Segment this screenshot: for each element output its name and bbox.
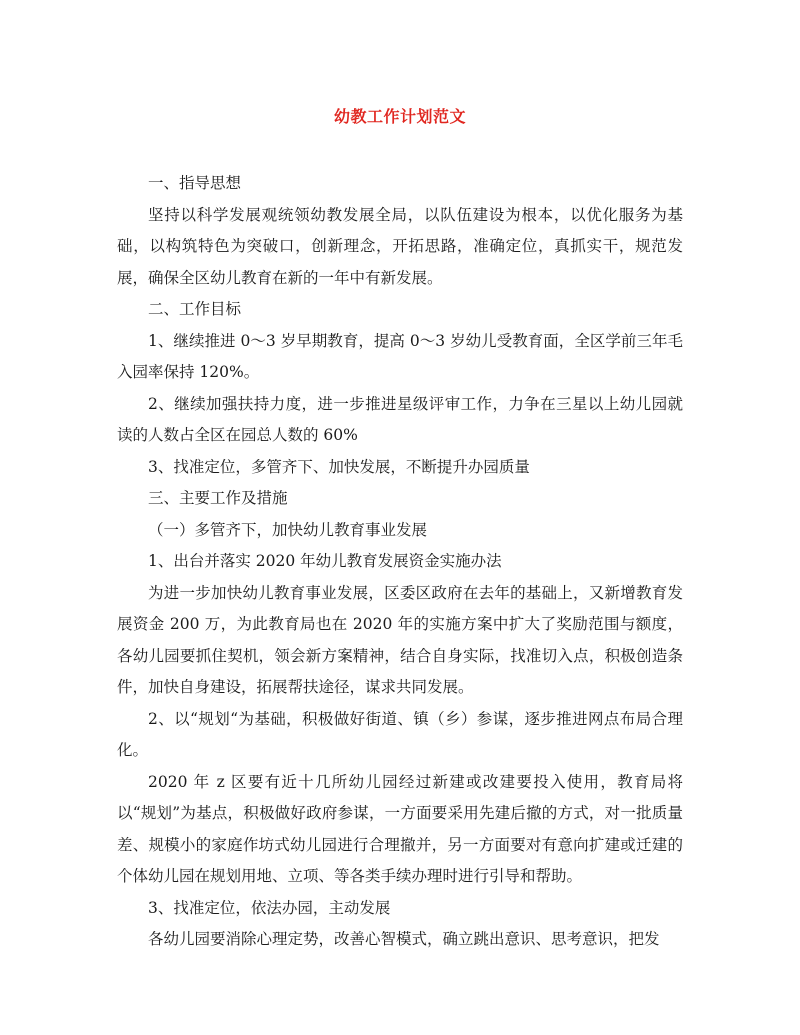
subsection-heading: （一）多管齐下，加快幼儿教育事业发展 (148, 520, 428, 539)
section-heading: 三、主要工作及措施 (148, 489, 288, 507)
body-paragraph: 2、以“规划“为基础，积极做好街道、镇（乡）参谋，逐步推进网点布局合理化。 (117, 709, 683, 759)
body-paragraph: 1、继续推进 0～3 岁早期教育，提高 0～3 岁幼儿受教育面，全区学前三年毛入园率保持 120%。 (117, 331, 683, 381)
body-paragraph: 各幼儿园要消除心理定势，改善心智模式，确立跳出意识、思考意识，把发 (148, 930, 660, 948)
body-paragraph: 坚持以科学发展观统领幼教发展全局，以队伍建设为根本，以优化服务为基础，以构筑特色为突破口，创新理念，开拓思路，准确定位，真抓实干，规范发展，确保全区幼儿教育在新的一年中有新发展。 (117, 205, 683, 287)
body-paragraph: 1、出台并落实 2020 年幼儿教育发展资金实施办法 (148, 552, 502, 570)
body-paragraph: 为进一步加快幼儿教育事业发展，区委区政府在去年的基础上，又新增教育发展资金 200 万，为此教育局也在 2020 年的实施方案中扩大了奖励范围与额度，各幼儿园要抓住契机，领会新方案精神，结合自身实际，找准切入点，积极创造条件，加快自身建设，拓展帮扶途径，谋求共同发展。 (117, 583, 683, 696)
section-heading: 一、指导思想 (148, 174, 242, 192)
section-heading: 二、工作目标 (148, 300, 242, 318)
body-paragraph: 2020 年 z 区要有近十几所幼儿园经过新建或改建要投入使用，教育局将以“规划”为基点，积极做好政府参谋，一方面要采用先建后撤的方式，对一批质量差、规模小的家庭作坊式幼儿园进行合理撤并，另一方面要对有意向扩建或迁建的个体幼儿园在规划用地、立项、等各类手续办理时进行引导和帮助。 (117, 772, 683, 885)
body-paragraph: 2、继续加强扶持力度，进一步推进星级评审工作，力争在三星以上幼儿园就读的人数占全区在园总人数的 60% (117, 394, 683, 444)
body-paragraph: 3、找准定位，多管齐下、加快发展，不断提升办园质量 (148, 457, 530, 476)
body-paragraph: 3、找准定位，依法办园，主动发展 (148, 898, 391, 917)
document-title: 幼教工作计划范文 (333, 107, 466, 126)
document-body (117, 168, 683, 956)
